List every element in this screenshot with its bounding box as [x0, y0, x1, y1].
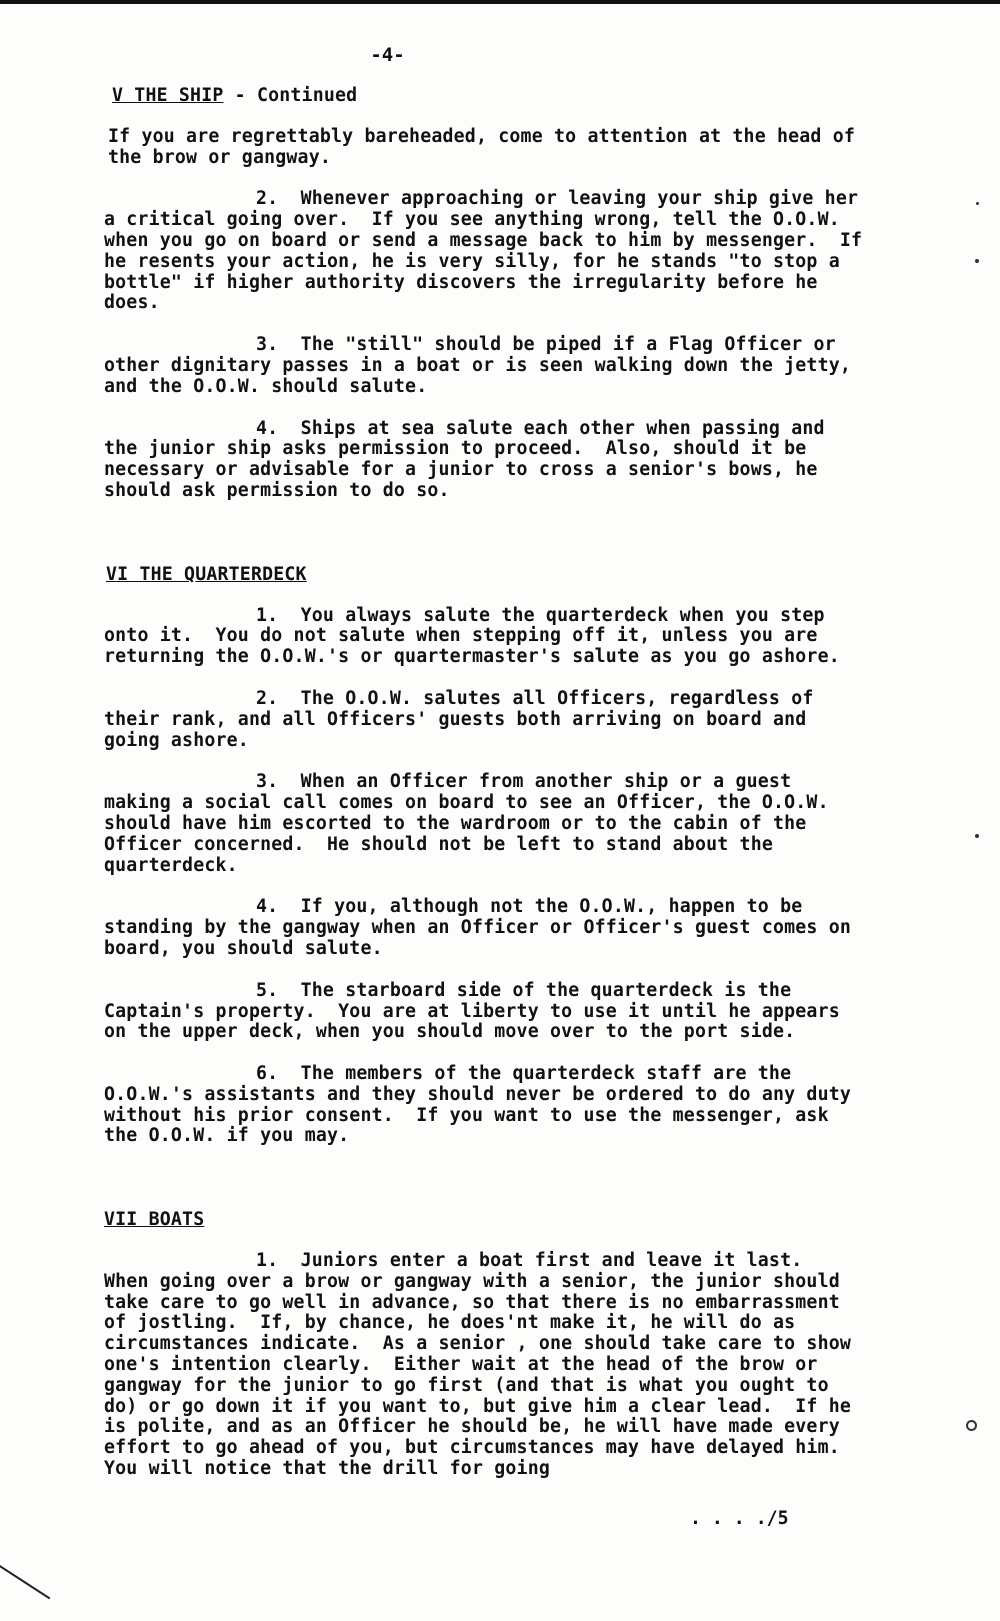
paragraph-text: The O.O.W. salutes all Officers, regardless of their rank, and all Officers' guests both arriving on board and going ashore.	[104, 687, 825, 751]
paragraph-number: 6.	[256, 1063, 279, 1085]
paragraph	[104, 606, 864, 668]
paragraph-text: When an Officer from another ship or a guest making a social call comes on board to see an Officer, the O.O.W. should have him escorted to the wardroom or to the cabin of the Officer concerned. He should not be left to stand about the quarterdeck.	[104, 771, 840, 876]
paragraph-number: 4.	[256, 896, 279, 918]
paragraph-number: 1.	[256, 1250, 279, 1272]
paragraph-text: The "still" should be piped if a Flag Officer or other dignitary passes in a boat or is seen walking down the jetty, and the O.O.W. should salute.	[104, 334, 863, 397]
paragraph	[104, 419, 864, 502]
speck-mark	[966, 1420, 977, 1431]
corner-mark	[0, 1565, 50, 1599]
section-title: VI THE QUARTERDECK	[106, 563, 307, 585]
section-heading	[106, 565, 864, 586]
paragraph-text: Whenever approaching or leaving your ship give her a critical going over. If you see anything wrong, tell the O.O.W. when you go on board or send a message back to him by messenger. If he resents your action, he is very silly, for he stands "to stop a bottle" if higher authority discovers the irregularity before he does.	[104, 188, 874, 314]
paragraph	[104, 772, 864, 876]
paragraph-text: Juniors enter a boat first and leave it last. When going over a brow or gangway with a senior, the junior should take care to go well in advance, so that there is no embarrassment of jostling. If, by chance, he does'nt make it, he will do as circumstances indicate. As a senior , one should take care to show one's intention clearly. Either wait at the head of the brow or gangway for the junior to go first (and that is what you ought to do) or go down it if you want to, but give him a clear lead. If he is polite, and as an Officer he should be, he will have made every effort to go ahead of you, but circumstances may have delayed him. You will notice that the drill for going	[104, 1250, 863, 1480]
paragraph-number: 2.	[256, 687, 279, 709]
paragraph-number: 4.	[256, 417, 279, 439]
paragraph	[104, 1251, 864, 1480]
paragraph	[104, 335, 864, 397]
speck-mark	[976, 202, 979, 205]
continuation-marker: . . . ./5	[690, 1508, 789, 1529]
section-heading	[112, 86, 864, 107]
paragraph	[104, 188, 874, 314]
paragraph	[104, 897, 864, 959]
speck-mark	[975, 834, 979, 838]
paragraph-text: Ships at sea salute each other when passing and the junior ship asks permission to proceed. Also, should it be necessary or advisable for a junior to cross a senior's bows, he should ask permission to do so.	[104, 417, 836, 501]
section-title: VII BOATS	[104, 1209, 205, 1231]
paragraph	[104, 1064, 864, 1147]
paragraph	[104, 689, 864, 751]
paragraph-number: 1.	[256, 604, 279, 626]
page-top-edge	[0, 0, 1000, 4]
paragraph-text: The starboard side of the quarterdeck is the Captain's property. You are at liberty to use it until he appears on the upper deck, when you should move over to the port side.	[104, 979, 852, 1043]
paragraph-number: 5.	[256, 979, 279, 1001]
paragraph-number: 3.	[256, 771, 279, 793]
document-body	[104, 85, 874, 1501]
section-title: V THE SHIP	[112, 85, 224, 106]
speck-mark	[975, 259, 979, 263]
paragraph-number: 3.	[256, 334, 279, 356]
section-heading	[104, 1210, 864, 1231]
paragraph	[108, 125, 867, 169]
paragraph	[104, 981, 864, 1043]
paragraph-text: If you, although not the O.O.W., happen to be standing by the gangway when an Officer or Officer's guest comes on board, you should salute.	[104, 896, 863, 959]
paragraph-text: The members of the quarterdeck staff are the O.O.W.'s assistants and they should never be ordered to do any duty without his prior consent. If you want to use the messenger, ask the O.O.W. if you may.	[104, 1063, 863, 1147]
page-number: -4-	[370, 44, 405, 66]
paragraph-number: 2.	[256, 188, 279, 210]
section-title-suffix: - Continued	[223, 85, 358, 106]
paragraph-text: You always salute the quarterdeck when you step onto it. You do not salute when stepping off it, unless you are returning the O.O.W.'s or quartermaster's salute as you go ashore.	[104, 604, 840, 668]
paragraph-text: If you are regrettably bareheaded, come to attention at the head of the brow or gangway.	[108, 125, 867, 168]
